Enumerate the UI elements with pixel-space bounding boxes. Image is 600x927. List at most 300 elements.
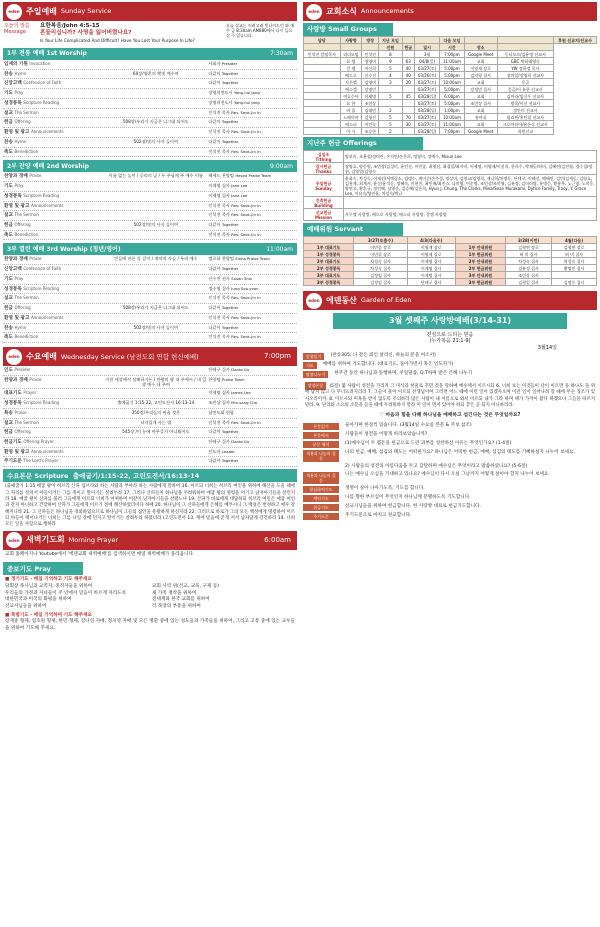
order-row xyxy=(3,419,297,429)
order-item xyxy=(4,449,103,456)
order-leader-ko: 다같이 xyxy=(208,80,221,86)
offer-type-en: Thanks xyxy=(315,168,332,174)
order-item-ko: 성경봉독 xyxy=(4,401,22,407)
order-item-ko: 환영 및 광고 xyxy=(4,203,30,209)
s1-order xyxy=(3,60,297,157)
small-cell: 조승한 xyxy=(362,128,379,135)
small-cell: 필리핀/홍민철 선교사 xyxy=(497,114,553,121)
small-cell: 이선희 xyxy=(362,65,379,72)
offerings-table xyxy=(303,150,597,221)
order-item-en: Invocation xyxy=(29,60,51,66)
small-cell: 방콕/이선 선교사 xyxy=(497,100,553,107)
msg-note: 오늘 설교는 어려고려 빛나이드린 와 매주 금 8:30am AM880에서 다시 들으실 수 있습니다. xyxy=(226,23,295,38)
serv-row xyxy=(304,244,597,251)
order-leader-en: Susan Shin xyxy=(231,275,253,281)
small-cell xyxy=(304,72,341,79)
order-leader-ko: 인도자 xyxy=(208,448,221,454)
morning-title: 새벽기도회 xyxy=(26,535,65,545)
prayer-text2: 장재중 형제, 염호원 형제, 한민 형제, 강나연 자매, 정지영 자매 및 모든 병환 중에 있는 성도들과 가족들을 위하여, 그리고 고통 중에 있는 교우들을 위하여 기도해 주세요. xyxy=(5,619,295,632)
order-item-ko: 성경봉독 xyxy=(4,100,22,106)
serv-cell: 이제명 집사 xyxy=(407,258,455,265)
order-item xyxy=(4,390,103,397)
order-leader-ko: 단테구 집사 xyxy=(208,367,230,373)
order-item-en: Benediction xyxy=(14,231,39,237)
order-leader-en: Jane Lee xyxy=(231,183,248,189)
serv-cell: 3부 안내위원 xyxy=(455,272,505,279)
order-content: 508장/우리가 지금은 나그네 되어도 xyxy=(122,305,189,311)
eden-logo: eden xyxy=(6,349,22,365)
serv-row xyxy=(304,265,597,272)
scripture-ref: 출애굽기/1:15-22, 고린도전서/16:13-14 xyxy=(72,471,200,480)
offer-type-ko: 선교헌금 xyxy=(315,209,332,215)
small-cell: 교회 xyxy=(464,58,497,65)
order-leader-en: Rev. Seok-Jin In xyxy=(231,212,261,218)
order-leader-en: Together xyxy=(221,222,239,227)
eden-logo: eden xyxy=(6,532,22,548)
small-cell: 03/28(일) xyxy=(415,128,440,135)
order-item xyxy=(4,71,103,78)
order-item-ko: 기도 xyxy=(4,184,13,190)
small-head: 후원 선교지/선교사 xyxy=(553,37,596,44)
eden-question xyxy=(303,504,597,511)
order-leader-ko: 남전도회 연합 xyxy=(208,409,234,415)
small-head xyxy=(464,37,497,44)
order-item xyxy=(4,315,103,322)
wed-order xyxy=(3,366,297,467)
order-item xyxy=(4,400,103,407)
order-leader-ko: 이제영 집사 xyxy=(208,183,230,189)
order-row xyxy=(3,314,297,324)
order-row xyxy=(3,275,297,285)
order-item-ko: 축도 xyxy=(4,335,13,341)
serv-cell: 단테구 집사 xyxy=(407,279,455,286)
eden-body: (5절) 몇 사람이 성전을 가리켜 그 미석과 헌물로 꾸민 것을 말하매 예수께서 이르시되 6. 너희 보는 이것들이 날이 이르면 돌 하나도 돌 위에 남지 않고 다 무너뜨려지리라 7. 그들이 물어 이르되 선생님이여 그러면 어느 때에 이런 일이 있겠사오며 이런 일이 일어나려 할 때에 무슨 징조가 있사오리이까. 8. 이르시되 미혹을 받지 않도록 주의하라 많은 사람이 내 이름으로 와서 이르되 내가 그라 하며 때가 가까이 왔다 하겠으나 그들을 따르지 말라. 9. 난리와 소요의 소문을 들을 때에 두려워하지 말라 이 일이 먼저 있어야 하되 끝은 곧 되지 아니하리라. xyxy=(305,383,595,408)
small-row xyxy=(304,121,597,128)
order-row xyxy=(3,192,297,202)
small-cell: 6:00pm xyxy=(440,93,464,100)
order-leader-ko: 다같이 xyxy=(208,222,221,227)
eden-steps xyxy=(303,353,597,378)
serv-en: Servant xyxy=(334,225,364,234)
order-row xyxy=(3,89,297,99)
small-title: 사랑방 xyxy=(307,25,326,34)
question-label: 헌금기도 xyxy=(303,504,339,511)
eden-line: 전심으로 드리는 믿음 xyxy=(426,332,474,338)
order-item xyxy=(4,439,103,446)
serv-cell: 김형일 집사 xyxy=(506,279,552,286)
order-item-en: Scripture Reading xyxy=(23,400,60,406)
scripture-title: 수요본문 xyxy=(7,471,33,480)
small-subhead: 일시 xyxy=(415,44,440,51)
serv-cell: 차성숙 집사 xyxy=(552,258,597,265)
eden-question xyxy=(303,513,597,520)
order-item-en: Hymn xyxy=(14,324,27,330)
small-cell xyxy=(402,107,415,114)
s1-time: 7:30am xyxy=(270,50,293,58)
small-bar xyxy=(303,23,393,36)
order-item-en: Announcements xyxy=(31,314,64,320)
right-column xyxy=(303,2,597,925)
order-content: 빈들에 마른 풀 같이 / 죄악의 사슬 / 우리 예수 xyxy=(114,256,198,262)
small-cell xyxy=(304,107,341,114)
small-cell: 여호수아 xyxy=(340,93,362,100)
order-item-ko: 찬양과 경배 xyxy=(4,174,28,180)
prayer-h1: ■ 정기기도 - 매일 기억하고 기도 해주세요 xyxy=(5,577,92,583)
eden-question xyxy=(303,464,597,470)
order-leader-ko: 헤세드 찬양팀 xyxy=(208,173,234,179)
small-cell: 김미라/임신우 선교사 xyxy=(497,93,553,100)
order-item-en: Hymn xyxy=(14,138,27,144)
order-row xyxy=(3,118,297,128)
eden-logo: eden xyxy=(306,293,322,309)
eden-week: 3월14일 xyxy=(537,344,557,351)
order-leader-en: Rev. Seok-Jin In xyxy=(231,295,261,301)
order-item-ko: 헌금기도 xyxy=(4,439,22,445)
order-leader-en: Yong-hui Jang xyxy=(234,99,260,105)
small-cell xyxy=(304,65,341,72)
order-row xyxy=(3,99,297,109)
small-cell: 김태민 xyxy=(362,107,379,114)
small-cell: 마 가 xyxy=(340,128,362,135)
order-leader-en: Together xyxy=(221,458,239,464)
serv-cell: 김유정 집사 xyxy=(506,265,552,272)
news-sub: Announcements xyxy=(360,7,414,16)
small-groups-table xyxy=(303,36,597,135)
small-cell: 사무엘 xyxy=(340,79,362,86)
order-leader xyxy=(208,139,296,145)
order-item-en: Offering xyxy=(14,429,31,435)
serv-cell: 2부 대표기도 xyxy=(304,258,354,265)
order-leader-ko: 인석진 목사 xyxy=(208,295,230,301)
small-row xyxy=(304,51,597,58)
sunday-header xyxy=(3,2,297,21)
small-cell: 강정민 xyxy=(362,86,379,93)
order-leader-ko: 다같이 xyxy=(208,429,221,435)
order-leader-ko: 장영희전도사 xyxy=(208,99,233,105)
order-item xyxy=(4,325,103,332)
small-cell xyxy=(304,58,341,65)
small-cell: 몽골/이 유한 선교사 xyxy=(497,86,553,93)
order-item xyxy=(4,139,103,146)
order-leader xyxy=(208,149,296,155)
eden-bodylab: 말씀본문 xyxy=(305,382,326,390)
small-cell: 7:00pm xyxy=(440,128,464,135)
order-item xyxy=(4,410,103,417)
small-cell: 03/27(토) xyxy=(415,100,440,107)
eden-step xyxy=(303,353,597,360)
message-block xyxy=(3,21,297,45)
order-leader xyxy=(208,315,296,321)
order-leader-en: Rev. Seok-Jin In xyxy=(231,334,261,340)
eden-banner: 3월 셋째주 사랑방예배(3/14-31) xyxy=(333,313,567,329)
step-label: 기도 xyxy=(303,362,317,369)
small-cell: 10:00am xyxy=(440,79,464,86)
small-subhead xyxy=(304,44,341,51)
order-row xyxy=(3,202,297,212)
small-cell: 바 울 xyxy=(340,107,362,114)
order-leader-en: Leader xyxy=(221,448,235,454)
small-subhead xyxy=(497,44,553,51)
order-content: 출애굽기 1:15-22, 고린도전서 16:13-14 xyxy=(117,400,195,406)
order-item xyxy=(4,305,103,312)
small-cell: 교회 xyxy=(464,93,497,100)
order-leader xyxy=(208,61,296,67)
order-leader-en: Hesed Praise Team xyxy=(235,173,272,179)
order-leader-en: Min-sang Cho xyxy=(231,400,258,406)
scripture-bar xyxy=(3,469,297,482)
order-item-ko: 기도 xyxy=(4,91,13,97)
order-item xyxy=(4,377,103,384)
order-leader-en: Dante Gu xyxy=(231,438,250,444)
small-row xyxy=(304,128,597,135)
question-label: 주기도문 xyxy=(303,513,339,520)
s3-time: 11:00am xyxy=(266,245,293,253)
order-leader xyxy=(208,449,296,455)
order-item-ko: 축도 xyxy=(4,232,13,238)
wed-header xyxy=(3,347,297,366)
small-cell xyxy=(379,86,402,93)
prayer-bar xyxy=(3,562,83,575)
serv-cell: 김형연 장로 xyxy=(552,244,597,251)
offer-names: 양보미, 조용철/정미란, 손지민/손은희, 정영미, 정예수, Misun Lee xyxy=(344,151,597,163)
order-leader-ko: 인석진 목사 xyxy=(208,148,230,154)
eden-question xyxy=(303,432,597,439)
question-label: 적용과 나눔의 질문 xyxy=(303,472,339,484)
eden-qlead: 마음과 힘을 다해 하나님을 예배하고 섬긴다는 것은 무엇일까요? xyxy=(385,413,521,419)
small-cell: 1:00pm xyxy=(440,107,464,114)
serv-cell: 2부 헌금위원 xyxy=(455,265,505,272)
order-item xyxy=(4,429,103,436)
order-leader-ko: 인석진 목사 xyxy=(208,334,230,340)
order-item-en: Confession of Faith xyxy=(23,80,62,86)
order-content: 502장/빛의 사자 들이여 xyxy=(133,138,179,144)
order-item xyxy=(4,173,103,180)
order-row xyxy=(3,138,297,148)
order-leader-ko: 다같이 xyxy=(208,305,221,311)
eden-question xyxy=(303,441,597,448)
order-row xyxy=(3,182,297,192)
order-item-en: Praise xyxy=(29,173,42,179)
order-leader-ko: 찬양팀 xyxy=(208,376,221,382)
small-head: 다음 모임 xyxy=(440,37,464,44)
order-row xyxy=(3,60,297,70)
small-row xyxy=(304,93,597,100)
order-content: 350장/우리들의 싸울 것은 xyxy=(131,409,181,415)
order-leader-en: Rev. Seok-Jin In xyxy=(231,419,261,425)
order-item-en: Announcements xyxy=(31,202,64,208)
order-leader xyxy=(208,390,296,396)
offer-en: Offerings xyxy=(342,139,377,148)
offer-type-en: Mission xyxy=(314,214,333,220)
order-row xyxy=(3,265,297,275)
order-leader-ko: 신수진 권사 xyxy=(208,275,230,281)
eden-step xyxy=(303,371,597,378)
order-leader-en: Rev. Seok-Jin In xyxy=(231,231,261,237)
serv-cell: 3부 대표기도 xyxy=(304,272,354,279)
order-leader-ko: 다같이 xyxy=(208,138,221,144)
order-row xyxy=(3,389,297,399)
serv-cell: 3부 성경봉독 xyxy=(304,279,354,286)
small-cell: 이제명 xyxy=(362,93,379,100)
order-leader-en: Together xyxy=(221,429,239,435)
small-head: 사랑방 xyxy=(340,37,362,44)
offer-names: 장병호, 양동원, 조민상/김성미, 윤인순, 이민종, 최영선, 최경일/최자미, 이제명, 이영재/이선희, 한희수, 박재동/허미, 김혜련/김진영, 정수경/정현, 김영열/김영숙 xyxy=(344,163,597,175)
s1-title: 1부 전통 예배 xyxy=(7,50,45,58)
order-item xyxy=(4,222,103,229)
prayer-h2: ■ 특별기도 - 매일 기억하며 기도 해주세요 xyxy=(5,612,92,618)
order-item xyxy=(4,286,103,293)
order-leader xyxy=(208,439,296,445)
order-content: 이름 없는 높이 / 승리의 날 / 두 주님께 주 예수 이름 xyxy=(108,173,203,179)
order-row xyxy=(3,448,297,458)
order-content: 낙자입게 사는 법 xyxy=(140,419,172,425)
order-leader xyxy=(208,334,296,340)
small-head: 방장 xyxy=(362,37,379,44)
morning-time: 6:00am xyxy=(264,535,291,544)
small-cell xyxy=(304,100,341,107)
servant-table xyxy=(303,236,597,286)
order-row xyxy=(3,304,297,314)
serv-title: 예배위원 xyxy=(307,225,333,234)
small-cell: 03/27(토) xyxy=(415,65,440,72)
small-head: 담당 xyxy=(304,37,341,44)
order-leader xyxy=(208,71,296,77)
s3-bar xyxy=(3,243,297,255)
order-row xyxy=(3,438,297,448)
offer-row xyxy=(304,197,597,209)
order-row xyxy=(3,79,297,89)
serv-cell: 이민종 장로 xyxy=(354,244,407,251)
small-cell: 5:00pm xyxy=(440,65,464,72)
order-leader-en: Rev. Seok-Jin In xyxy=(231,202,261,208)
small-cell: 이민숙 xyxy=(362,121,379,128)
serv-row xyxy=(304,279,597,286)
wed-time: 7:00pm xyxy=(264,352,291,361)
order-item-en: Scripture Reading xyxy=(23,192,60,198)
small-cell: 인석진 xyxy=(362,51,379,58)
order-leader xyxy=(208,429,296,435)
small-cell xyxy=(304,121,341,128)
morning-text: 교회 홈페이지나 Youtube에서 '에덴교회 새벽예배'를 검색하시면 매일 새벽예배가 올라옵니다. xyxy=(5,551,195,557)
small-cell xyxy=(304,93,341,100)
order-item-en: Praise xyxy=(29,256,42,262)
eden-sub: Garden of Eden xyxy=(360,296,412,305)
small-cell: 장미일/장영희 선교사 xyxy=(497,72,553,79)
order-item-ko: 헌금 xyxy=(4,430,13,436)
order-row xyxy=(3,148,297,158)
small-cell xyxy=(304,86,341,93)
order-item xyxy=(4,420,103,427)
order-leader-en: Together xyxy=(221,266,239,272)
small-subhead: 시간 xyxy=(440,44,464,51)
order-leader xyxy=(208,325,296,331)
order-leader-en: Together xyxy=(221,324,239,330)
order-item-en: Announcements xyxy=(31,448,64,454)
order-item-ko: 환영 및 광고 xyxy=(4,130,30,136)
order-item-ko: 찬양과 경배 xyxy=(4,257,28,263)
small-cell: 30 xyxy=(402,121,415,128)
order-leader xyxy=(208,232,296,238)
question-label: 개인기도 xyxy=(303,495,339,502)
order-leader-ko: 엘로하 찬양팀 xyxy=(208,256,234,262)
order-item-ko: 헌금 xyxy=(4,120,13,126)
prayer-item: 우리들의 가정과 자녀들이 주 안에서 믿음이 바르게 자라도록 xyxy=(5,590,127,596)
serv-head: 4월(다음) xyxy=(552,237,597,244)
order-item-en: The Lord's Prayer xyxy=(23,458,59,464)
small-cell: 03/28(일) xyxy=(415,107,440,114)
order-leader-ko: 조민상 집사 xyxy=(208,400,230,406)
order-leader-en: Together xyxy=(221,70,239,76)
small-cell: 느헤미야 xyxy=(340,114,362,121)
small-cell: 교회 xyxy=(464,107,497,114)
question-text: 생명이 살아 나아가도록, 기도를 합니다. xyxy=(345,485,425,491)
eden-step xyxy=(303,362,597,369)
small-subhead xyxy=(362,44,379,51)
order-leader xyxy=(208,222,296,228)
serv-row xyxy=(304,251,597,258)
order-item xyxy=(4,295,103,302)
order-item-en: The Sermon xyxy=(14,109,39,115)
serv-cell: 김정임 집사 xyxy=(354,279,407,286)
eden-question xyxy=(303,495,597,502)
order-leader-en: Together xyxy=(221,305,239,311)
order-leader xyxy=(208,212,296,218)
order-leader-en: Dante Gu xyxy=(231,367,250,373)
small-cell: 03/27(토) xyxy=(415,114,440,121)
order-item xyxy=(4,183,103,190)
order-item xyxy=(4,334,103,341)
serv-cell: 김형연 장로 xyxy=(506,244,552,251)
serv-cell: 1부 대표기도 xyxy=(304,244,354,251)
small-cell: 03/27(토) xyxy=(415,79,440,86)
small-cell: 베드로 xyxy=(340,72,362,79)
offer-row xyxy=(304,175,597,197)
small-cell: 11:00am xyxy=(440,121,464,128)
news-header xyxy=(303,2,597,21)
order-item xyxy=(4,212,103,219)
s1-en: 1st Worship xyxy=(46,50,87,58)
order-item-en: Hymn xyxy=(14,70,27,76)
offer-type xyxy=(304,209,344,221)
serv-cell: 황명민 집사 xyxy=(552,265,597,272)
prayer-items xyxy=(5,584,295,611)
serv-cell: 조민상 집사 xyxy=(506,272,552,279)
order-item-en: Scripture Reading xyxy=(23,99,60,105)
order-leader-en: Yong-hui Jang xyxy=(234,90,260,96)
order-item xyxy=(4,149,103,156)
question-label: 본문에서 xyxy=(303,432,339,439)
small-cell: 11:00am xyxy=(440,58,464,65)
order-leader xyxy=(208,458,296,464)
offer-title: 지난주 헌금 xyxy=(307,139,341,148)
s2-order xyxy=(3,172,297,240)
serv-head: 3/28(이번) xyxy=(506,237,552,244)
step-text: 한주간 동안 하나님과 동행하며, 주일말씀, Q.T하며 받은 은혜 나누기 xyxy=(334,371,473,377)
small-cell: 7:00pm xyxy=(440,51,464,58)
order-item-ko: 찬송 xyxy=(4,71,13,77)
order-item xyxy=(4,100,103,107)
order-leader-ko: 다같이 xyxy=(208,70,221,76)
small-cell: 정영미 xyxy=(362,58,379,65)
order-item-en: Confession of Faith xyxy=(23,266,62,272)
order-leader xyxy=(208,256,296,262)
order-item xyxy=(4,80,103,87)
serv-cell: 이영재 장로 xyxy=(407,244,455,251)
order-row xyxy=(3,70,297,80)
small-head xyxy=(497,37,553,44)
order-leader xyxy=(208,80,296,86)
order-leader xyxy=(208,129,296,135)
